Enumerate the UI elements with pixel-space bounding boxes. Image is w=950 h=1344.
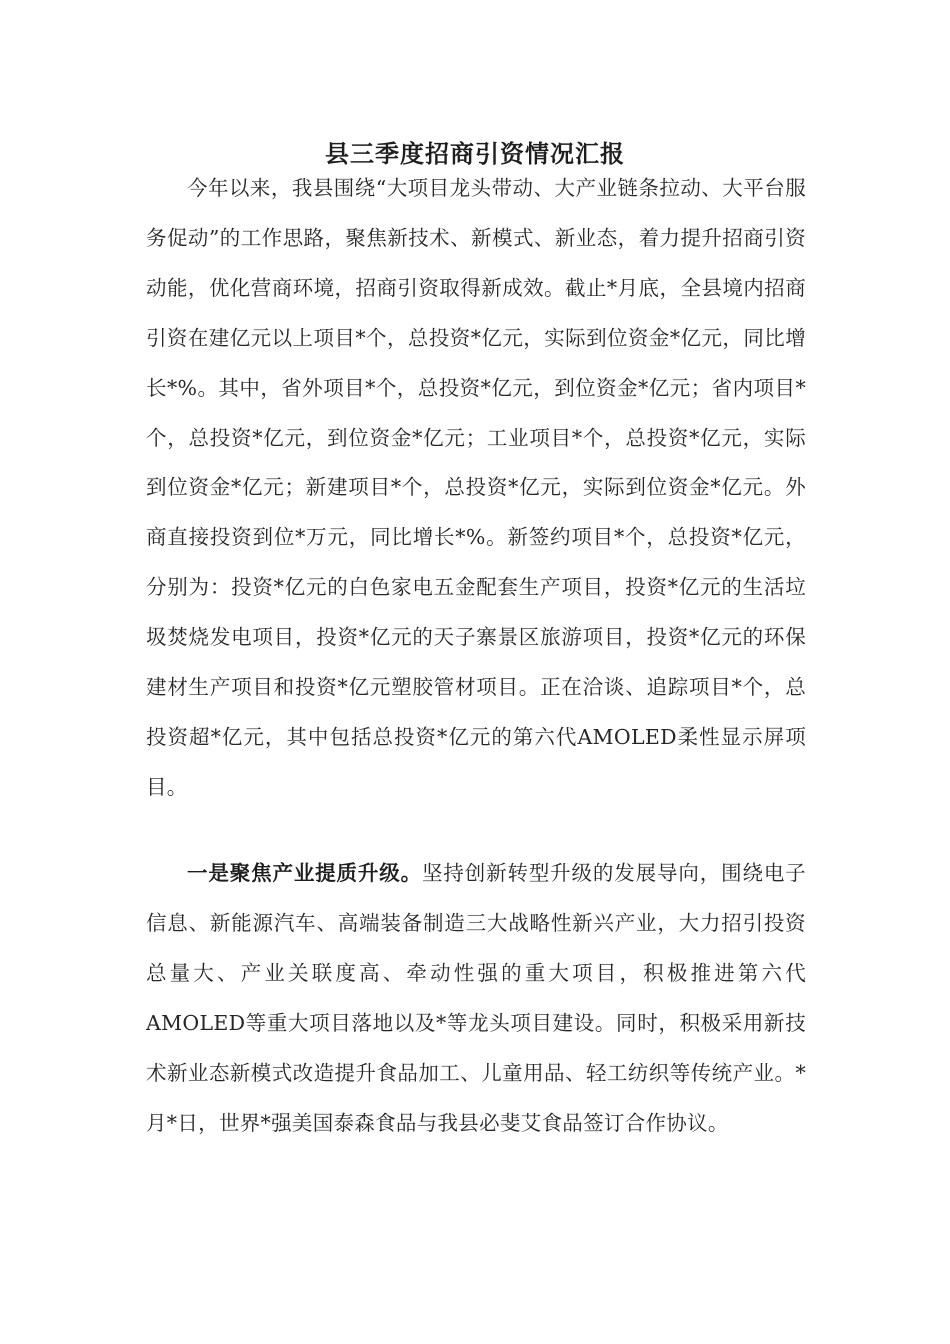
section-one-paragraph bbox=[146, 849, 806, 1148]
intro-paragraph-text: 今年以来，我县围绕“大项目龙头带动、大产业链条拉动、大平台服务促动”的工作思路，聚焦新技术、新模式、新业态，着力提升招商引资动能，优化营商环境，招商引资取得新成效。截止*月底，全县境内招商引资在建亿元以上项目*个，总投资*亿元，实际到位资金*亿元，同比增长*%。其中，省外项目*个，总投资*亿元，到位资金*亿元；省内项目*个，总投资*亿元，到位资金*亿元；工业项目*个，总投资*亿元，实际到位资金*亿元；新建项目*个，总投资*亿元，实际到位资金*亿元。外商直接投资到位*万元，同比增长*%。新签约项目*个，总投资*亿元，分别为：投资*亿元的白色家电五金配套生产项目，投资*亿元的生活垃圾焚烧发电项目，投资*亿元的天子寨景区旅游项目，投资*亿元的环保建材生产项目和投资*亿元塑胶管材项目。正在洽谈、追踪项目*个，总投资超*亿元，其中包括总投资*亿元的第六代AMOLED柔性显示屏项目。 bbox=[146, 176, 806, 799]
intro-paragraph bbox=[146, 164, 806, 813]
document-title: 县三季度招商引资情况汇报 bbox=[325, 140, 625, 168]
section-one-text: 坚持创新转型升级的发展导向，围绕电子信息、新能源汽车、高端装备制造三大战略性新兴产业，大力招引投资总量大、产业关联度高、牵动性强的重大项目，积极推进第六代AMOLED等重大项目落地以及*等龙头项目建设。同时，积极采用新技术新业态新模式改造提升食品加工、儿童用品、轻工纺织等传统产业。*月*日，世界*强美国泰森食品与我县必斐艾食品签订合作协议。 bbox=[146, 861, 806, 1135]
section-one-heading: 一是聚焦产业提质升级。 bbox=[187, 861, 422, 885]
